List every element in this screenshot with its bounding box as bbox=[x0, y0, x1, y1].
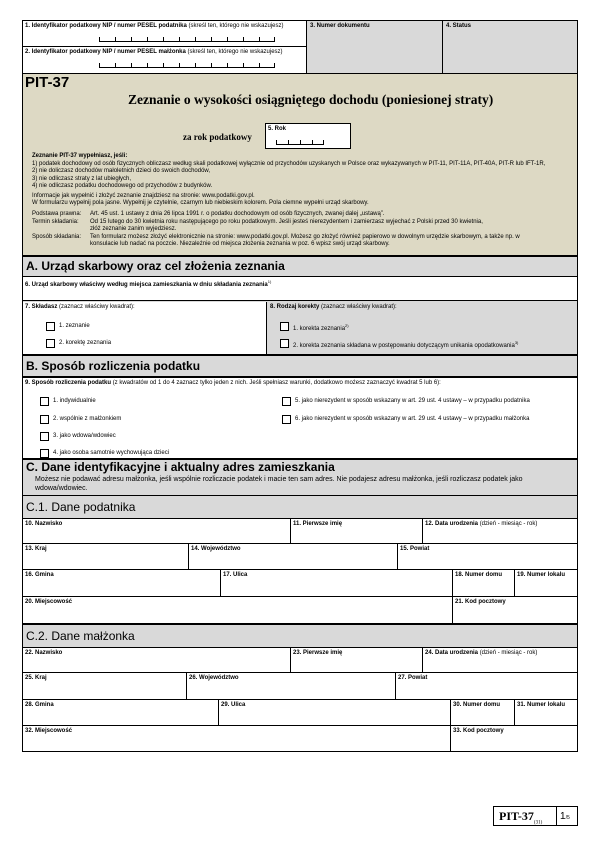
checkbox-zeznanie[interactable] bbox=[46, 322, 55, 331]
f8-label: 8. Rodzaj korekty bbox=[270, 304, 320, 310]
deadline-label: Termin składania: bbox=[32, 218, 79, 225]
field-label bbox=[25, 23, 284, 29]
field-label: 33. Kod pocztowy bbox=[453, 728, 504, 734]
option-korekta-zeznania: 1. korekta zeznania bbox=[293, 326, 346, 332]
nip-pesel-spouse-field[interactable] bbox=[23, 47, 307, 73]
tax-office-field[interactable] bbox=[23, 277, 577, 301]
country-field[interactable] bbox=[23, 544, 189, 570]
condition-item: 1) podatek dochodowy od osób fizycznych obliczasz według skali podatkowej wyłącznie od przychodów uzyskanych w Polsce oraz wykazywanych w PIT-11, PIT-11A, PIT-40A, PIT-R lub IFT-1R, bbox=[32, 160, 546, 167]
method-text: Ten formularz możesz złożyć elektronicznie na stronie: www.podatki.gov.pl. Możesz go złożyć również papierowo w dowolnym urzędzie skarbowym, a także np. w konsulacie lub nadać na poczcie. Niezależnie od miejsca złożenia zeznania w poz. 6 wpisz swój urząd skarbowy. bbox=[90, 233, 520, 247]
field-label: 22. Nazwisko bbox=[25, 650, 63, 656]
c1-header: C.1. Dane podatnika bbox=[22, 495, 578, 519]
c2-header: C.2. Dane małżonka bbox=[22, 624, 578, 648]
field-label-text: (dzień - miesiąc - rok) bbox=[479, 650, 538, 656]
spouse-city-field[interactable] bbox=[23, 726, 451, 751]
field-label bbox=[425, 650, 537, 656]
field-label-text: 24. Data urodzenia bbox=[425, 650, 479, 656]
form-code: PIT-37 bbox=[25, 74, 70, 91]
legal-basis-text: Art. 45 ust. 1 ustawy z dnia 26 lipca 1991 r. o podatku dochodowym od osób fizycznych, zwanej dalej „ustawą”. bbox=[90, 211, 385, 217]
year-field[interactable] bbox=[265, 123, 351, 149]
section-a-header: A. Urząd skarbowy oraz cel złożenia zeznania bbox=[22, 256, 578, 277]
option-widow: 3. jako wdowa/wdowiec bbox=[53, 433, 116, 439]
conditions-heading: Zeznanie PIT-37 wypełniasz, jeśli: bbox=[32, 153, 128, 159]
f4-label: 4. Status bbox=[446, 23, 472, 29]
section-c-header bbox=[22, 459, 578, 496]
f6-footnote: 1) bbox=[267, 279, 272, 284]
field-label: 19. Numer lokalu bbox=[517, 572, 566, 578]
field-label: 30. Numer domu bbox=[453, 702, 501, 708]
option-joint: 2. wspólnie z małżonkiem bbox=[53, 416, 122, 422]
field-label bbox=[25, 380, 441, 386]
f2-comb bbox=[99, 63, 275, 68]
conditions-block bbox=[32, 153, 572, 208]
field-label: 13. Kraj bbox=[25, 546, 47, 552]
field-label: 21. Kod pocztowy bbox=[455, 599, 506, 605]
field-label: 10. Nazwisko bbox=[25, 521, 63, 527]
checkbox-korekta-unikanie[interactable] bbox=[280, 339, 289, 348]
status-field bbox=[444, 21, 577, 73]
f1-label: 1. Identyfikator podatkowy NIP / numer PESEL podatnika bbox=[25, 23, 187, 29]
spouse-first-name-field[interactable] bbox=[291, 648, 423, 673]
field-label bbox=[25, 279, 271, 288]
checkbox-widow[interactable] bbox=[40, 432, 49, 441]
spouse-surname-field[interactable] bbox=[23, 648, 291, 673]
spouse-county-field[interactable] bbox=[396, 673, 577, 700]
submission-type-field bbox=[23, 302, 267, 354]
field-label: 31. Numer lokalu bbox=[517, 702, 566, 708]
house-number-field[interactable] bbox=[453, 570, 515, 597]
checkbox-nonresident-spouse[interactable] bbox=[282, 415, 291, 424]
field-label: 26. Województwo bbox=[189, 675, 239, 681]
method-label: Sposób składania: bbox=[32, 233, 82, 240]
condition-item: 4) nie odliczasz podatku dochodowego od przychodów z budynków. bbox=[32, 183, 213, 189]
field-label: 16. Gmina bbox=[25, 572, 54, 578]
municipality-field[interactable] bbox=[23, 570, 221, 597]
field-label: 17. Ulica bbox=[223, 572, 248, 578]
field-label: 28. Gmina bbox=[25, 702, 54, 708]
option-korekta: 2. korektę zeznania bbox=[59, 340, 112, 346]
field-label: 15. Powiat bbox=[400, 546, 430, 552]
field-label: 20. Miejscowość bbox=[25, 599, 73, 605]
spouse-house-number-field[interactable] bbox=[451, 700, 515, 726]
deadline-text: Od 15 lutego do 30 kwietnia roku następującego po roku podatkowym. Jeśli jesteś nierezydentem i zamierzasz wyjechać z Polski przed 30 kwietnia, złóż zeznanie zanim wyjedziesz. bbox=[90, 218, 483, 232]
spouse-street-field[interactable] bbox=[219, 700, 451, 726]
spouse-voivodeship-field[interactable] bbox=[187, 673, 396, 700]
document-number-field bbox=[308, 21, 443, 73]
spouse-birth-date-field[interactable] bbox=[423, 648, 577, 673]
section-c-note: Możesz nie podawać adresu małżonka, jeśli wspólnie rozliczacie podatek i macie ten sam adres. Nie podajesz adresu małżonka, jeśli rozliczasz podatek jako wdowa/wdowiec. bbox=[35, 476, 523, 492]
spouse-apartment-number-field[interactable] bbox=[515, 700, 577, 726]
city-field[interactable] bbox=[23, 597, 453, 623]
f7-label: 7. Składasz bbox=[25, 304, 58, 310]
section-b-header: B. Sposób rozliczenia podatku bbox=[22, 355, 578, 377]
postal-code-field[interactable] bbox=[453, 597, 577, 623]
checkbox-korekta-zeznania[interactable] bbox=[280, 322, 289, 331]
f5-comb bbox=[276, 140, 324, 145]
option-nonresident-taxpayer: 5. jako nierezydent w sposób wskazany w art. 29 ust. 4 ustawy – w przypadku podatnika bbox=[295, 398, 530, 404]
legal-block bbox=[32, 211, 572, 249]
option-zeznanie: 1. zeznanie bbox=[59, 323, 90, 329]
form-title: Zeznanie o wysokości osiągniętego dochodu (poniesionej straty) bbox=[128, 92, 494, 107]
nip-pesel-taxpayer-field[interactable] bbox=[23, 21, 307, 47]
field-label: 25. Kraj bbox=[25, 675, 47, 681]
checkbox-joint[interactable] bbox=[40, 415, 49, 424]
option-single-parent: 4. jako osoba samotnie wychowująca dzieci bbox=[53, 450, 170, 456]
checkbox-nonresident-taxpayer[interactable] bbox=[282, 397, 291, 406]
spouse-country-field[interactable] bbox=[23, 673, 187, 700]
footer-page-number: 1 bbox=[560, 811, 566, 822]
field-label bbox=[270, 304, 397, 310]
f2-label: 2. Identyfikator podatkowy NIP / numer PESEL małżonka bbox=[25, 49, 186, 55]
field-label: 27. Powiat bbox=[398, 675, 428, 681]
field-label: 23. Pierwsze imię bbox=[293, 650, 343, 656]
field-label bbox=[25, 49, 283, 55]
f2-note: (skreśl ten, którego nie wskazujesz) bbox=[187, 49, 283, 55]
checkbox-korekta[interactable] bbox=[46, 339, 55, 348]
year-prefix: za rok podatkowy bbox=[183, 132, 252, 142]
street-field[interactable] bbox=[221, 570, 453, 597]
f6-label: 6. Urząd skarbowy właściwy według miejsca zamieszkania w dniu składania zeznania bbox=[25, 282, 268, 288]
option-nonresident-spouse: 6. jako nierezydent w sposób wskazany w art. 29 ust. 4 ustawy – w przypadku małżonka bbox=[295, 416, 530, 422]
surname-field[interactable] bbox=[23, 519, 291, 544]
section-c-title: C. Dane identyfikacyjne i aktualny adres zamieszkania bbox=[26, 460, 335, 474]
f8-note: (zaznacz właściwy kwadrat): bbox=[321, 304, 397, 310]
legal-basis-label: Podstawa prawna: bbox=[32, 211, 82, 217]
field-label: 11. Pierwsze imię bbox=[293, 521, 343, 527]
correction-type-field bbox=[268, 302, 577, 354]
f9-label: 9. Sposób rozliczenia podatku bbox=[25, 380, 112, 386]
condition-item: 2) nie doliczasz dochodów małoletnich dzieci do swoich dochodów, bbox=[32, 168, 211, 174]
option-individual: 1. indywidualnie bbox=[53, 398, 96, 404]
birth-date-field[interactable] bbox=[423, 519, 577, 544]
f1-note: (skreśl ten, którego nie wskazujesz) bbox=[188, 23, 284, 29]
f9-note: (z kwadratów od 1 do 4 zaznacz tylko jeden z nich. Jeśli spełniasz warunki, dodatkowo możesz zaznaczyć kwadrat 5 lub 6): bbox=[112, 380, 441, 386]
f7-note: (zaznacz właściwy kwadrat): bbox=[59, 304, 135, 310]
footer-form-code: PIT-37 bbox=[499, 809, 534, 823]
settlement-method-field bbox=[22, 377, 578, 459]
option1-footnote: 2) bbox=[345, 323, 349, 328]
spouse-postal-code-field[interactable] bbox=[451, 726, 577, 751]
option2-footnote: 3) bbox=[514, 340, 519, 345]
apartment-number-field[interactable] bbox=[515, 570, 577, 597]
footer-version: (31) bbox=[533, 820, 543, 826]
field-label-text: 12. Data urodzenia bbox=[425, 521, 479, 527]
f3-label: 3. Numer dokumentu bbox=[310, 23, 370, 29]
spouse-municipality-field[interactable] bbox=[23, 700, 219, 726]
checkbox-single-parent[interactable] bbox=[40, 449, 49, 458]
info-line: Informacje jak wypełnić i złożyć zeznanie znajdziesz na stronie: www.podatki.gov.pl. bbox=[32, 192, 255, 199]
option-korekta-unikanie: 2. korekta zeznania składana w postępowaniu dotyczącym unikania opodatkowania bbox=[293, 343, 515, 349]
voivodeship-field[interactable] bbox=[189, 544, 398, 570]
footer-page-total: /5 bbox=[565, 815, 570, 821]
field-label-text: (dzień - miesiąc - rok) bbox=[479, 521, 538, 527]
condition-item: 3) nie odliczasz straty z lat ubiegłych, bbox=[32, 175, 132, 182]
field-label: 29. Ulica bbox=[221, 702, 246, 708]
field-label bbox=[25, 304, 135, 310]
field-label: 32. Miejscowość bbox=[25, 728, 73, 734]
field-label: 14. Województwo bbox=[191, 546, 241, 552]
checkbox-individual[interactable] bbox=[40, 397, 49, 406]
first-name-field[interactable] bbox=[291, 519, 423, 544]
footer-box bbox=[493, 806, 578, 826]
field-label: 18. Numer domu bbox=[455, 572, 503, 578]
info-line: W formularzu wypełnij pola jasne. Wypełnij je czytelnie, czarnym lub niebieskim kolorem. Pola ciemne wypełni urząd skarbowy. bbox=[32, 200, 369, 206]
f1-comb bbox=[99, 37, 275, 42]
county-field[interactable] bbox=[398, 544, 577, 570]
field-label bbox=[425, 521, 537, 527]
f5-label: 5. Rok bbox=[268, 126, 287, 132]
